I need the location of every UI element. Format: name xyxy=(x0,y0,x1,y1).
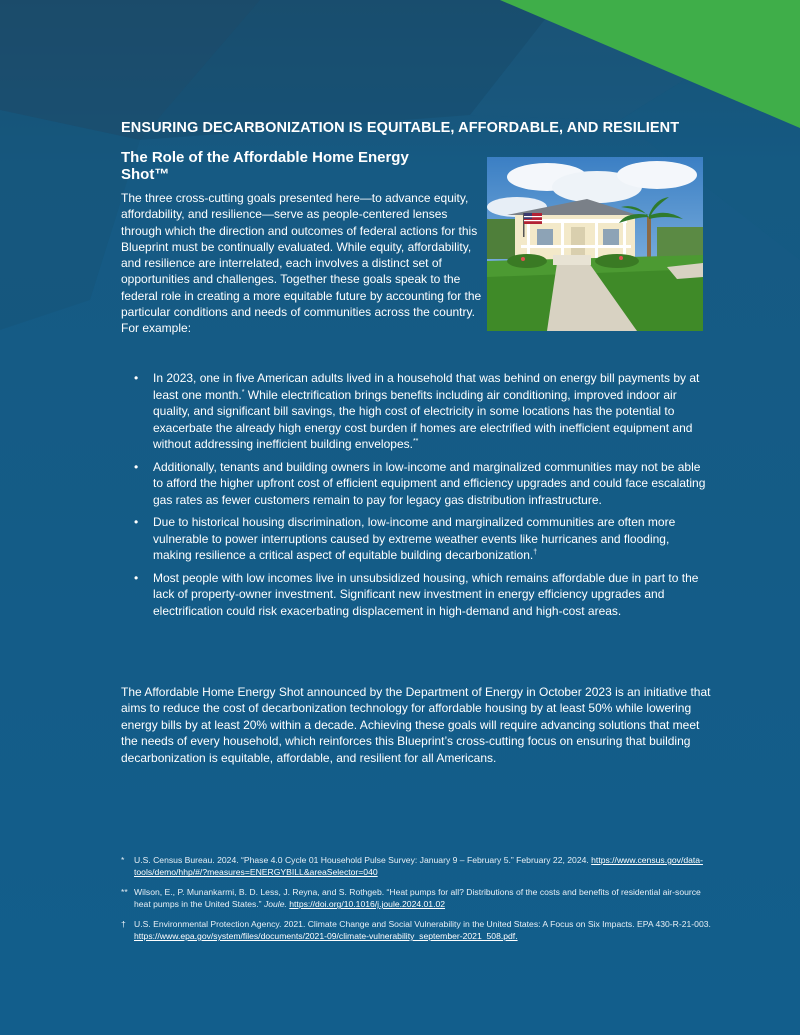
footnote-marker: * xyxy=(121,855,125,865)
footnote xyxy=(121,918,711,943)
footnote-text: U.S. Census Bureau. 2024. “Phase 4.0 Cycle 01 Household Pulse Survey: January 9 – February 5.” February 22, 2024. xyxy=(134,855,592,865)
footnote-ref: ** xyxy=(412,438,419,445)
footnote-link[interactable]: https://www.epa.gov/system/files/documents/2021-09/climate-vulnerability_september-2021_508.pdf. xyxy=(134,931,518,942)
section-heading: ENSURING DECARBONIZATION IS EQUITABLE, AFFORDABLE, AND RESILIENT xyxy=(121,120,680,136)
footnote-marker: ** xyxy=(121,886,128,897)
bullet-text: In 2023, one in five American adults lived in a household that was behind on energy bill payments by at least one month. xyxy=(153,371,700,402)
list-item xyxy=(121,370,711,453)
footnote-text: Wilson, E., P. Munankarmi, B. D. Less, J. Reyna, and S. Rothgeb. “Heat pumps for all? Distributions of the costs and benefits of residential air-source heat pumps in the United States.” xyxy=(134,886,701,910)
bullet-text: Due to historical housing discrimination, low-income and marginalized communities are often more vulnerable to power interruptions caused by extreme weather events like hurricanes and flooding, making resilience a critical aspect of equitable building decarbonization. xyxy=(153,515,676,562)
journal-name: Joule. xyxy=(263,899,287,910)
sub-heading: The Role of the Affordable Home Energy Shot™ xyxy=(121,149,409,183)
bullet-icon: • xyxy=(134,459,139,474)
bullet-text: Additionally, tenants and building owners in low-income and marginalized communities may not be able to afford the higher upfront cost of efficient equipment and efficiency upgrades and could face escalating gas rates as fewer customers remain to pay for legacy gas distribution infrastructure. xyxy=(153,459,706,507)
bullet-icon: • xyxy=(134,371,139,385)
intro-paragraph: The three cross-cutting goals presented here—to advance equity, affordability, and resilience—serve as people-centered lenses through which the direction and outcomes of federal actions for this Blueprint must be continually evaluated. While equity, affordability, and resilience are interrelated, each involves a distinct set of opportunities and challenges. Together these goals speak to the federal role in creating a more equitable future by accounting for the particular conditions and needs of communities across the country. For example: xyxy=(121,191,482,336)
list-item xyxy=(121,570,711,620)
footnote xyxy=(121,854,711,879)
footnote-ref: * xyxy=(241,388,245,396)
footnote xyxy=(121,886,711,911)
list-item xyxy=(121,459,711,509)
bullet-list xyxy=(121,370,711,625)
closing-paragraph: The Affordable Home Energy Shot announced by the Department of Energy in October 2023 is an initiative that aims to reduce the cost of decarbonization technology for affordable housing by at least 50% while lowering energy bills by at least 20% within a decade. Achieving these goals will require advancing solutions that meet the needs of every household, which reinforces this Blueprint’s cross-cutting focus on ensuring that building decarbonization is equitable, affordable, and resilient for all Americans. xyxy=(121,685,711,765)
footnote-text: U.S. Environmental Protection Agency. 2021. Climate Change and Social Vulnerability in the United States: A Focus on Six Impacts. EPA 430-R-21-003. xyxy=(134,918,711,929)
footnotes xyxy=(121,854,711,949)
footnote-link[interactable]: https://doi.org/10.1016/j.joule.2024.01.02 xyxy=(289,899,446,910)
bullet-text: Most people with low incomes live in unsubsidized housing, which remains affordable due in part to the lack of property-owner investment. Significant new investment in energy efficiency upgrades and electrification could risk exacerbating displacement in high-demand and high-cost areas. xyxy=(153,570,699,618)
footnote-marker: † xyxy=(121,918,126,929)
footnote-ref: † xyxy=(533,549,538,556)
list-item xyxy=(121,514,711,564)
bullet-icon: • xyxy=(134,570,139,585)
house-photo xyxy=(487,157,703,331)
footnote-link[interactable]: https://www.census.gov/data-tools/demo/hhp/#/?measures=ENERGYBILL&areaSelector=040 xyxy=(134,855,703,878)
bullet-icon: • xyxy=(134,515,139,529)
bullet-text: While electrification brings benefits including air conditioning, improved indoor air quality, and significant bill savings, the high cost of electricity in some locations has the potential to exacerbate the already high energy cost burden if homes are electrified with inefficient equipment and without addressing inefficient building envelopes. xyxy=(153,387,693,451)
